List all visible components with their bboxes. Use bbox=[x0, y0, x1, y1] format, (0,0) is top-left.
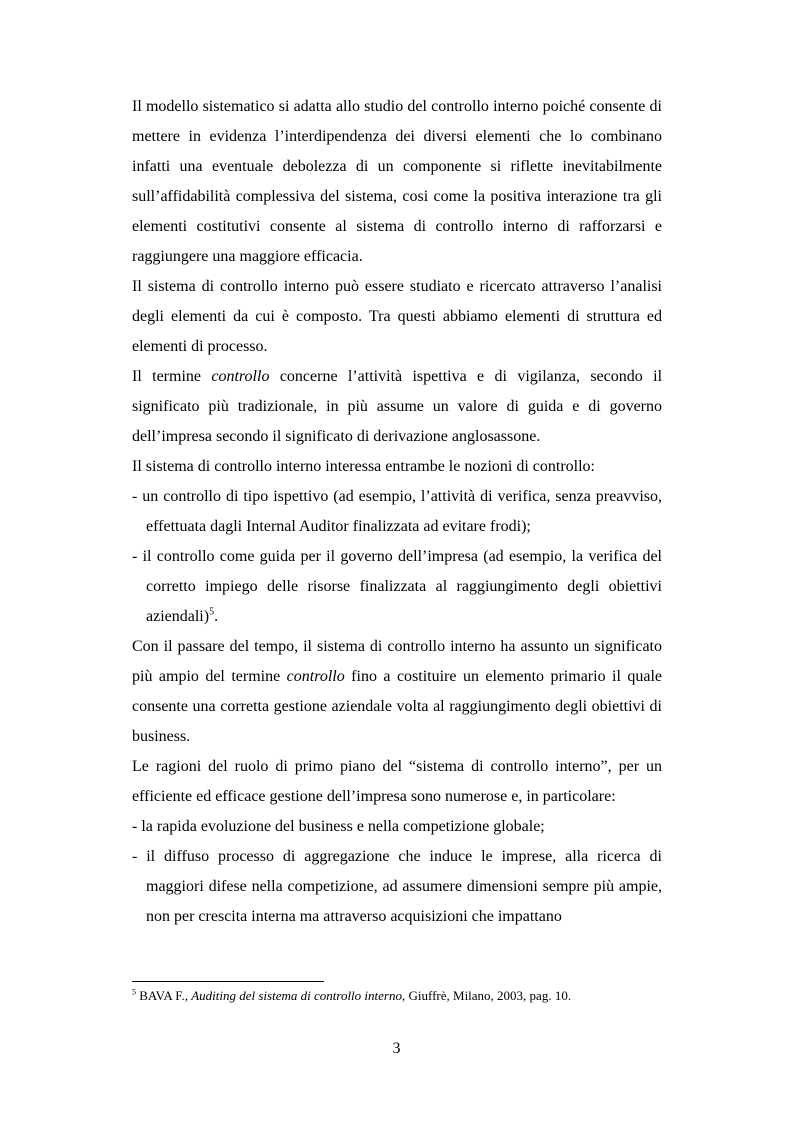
paragraph-5-end: fino a costituire un elemento primario il quale consente una corretta gestione aziendale volta al raggiungimento degli obiettivi di business. bbox=[132, 668, 663, 745]
footnote-divider bbox=[132, 981, 324, 982]
paragraph-2: Il sistema di controllo interno può essere studiato e ricercato attraverso l’analisi degli elementi da cui è composto. Tra questi abbiamo elementi di struttura ed elementi di processo. bbox=[132, 278, 662, 355]
paragraph-5 bbox=[132, 632, 662, 752]
page-number: 3 bbox=[392, 1040, 401, 1057]
footnote-number: 5 bbox=[132, 987, 136, 997]
bullet-2 bbox=[132, 542, 662, 632]
footnote-reference[interactable]: 5 bbox=[209, 606, 215, 618]
footnote-publisher: Giuffrè, Milano, 2003, pag. 10. bbox=[405, 988, 572, 1003]
paragraph-3 bbox=[132, 362, 662, 452]
paragraph-3-start: Il termine bbox=[132, 368, 212, 385]
bullet-4: - il diffuso processo di aggregazione che induce le imprese, alla ricerca di maggiori difese nella competizione, ad assumere dimensioni sempre più ampie, non per crescita interna ma attraverso acquisizioni che impattano bbox=[132, 848, 662, 925]
paragraph-5-start: Con il passare del tempo, il sistema di controllo interno ha assunto un significato più ampio del termine bbox=[132, 638, 662, 685]
footnote-author: BAVA F., bbox=[136, 988, 192, 1003]
bullet-3: - la rapida evoluzione del business e nella competizione globale; bbox=[132, 818, 545, 835]
bullet-2-end: . bbox=[214, 608, 219, 625]
bullet-1: - un controllo di tipo ispettivo (ad esempio, l’attività di verifica, senza preavviso, effettuata dagli Internal Auditor finalizzata ad evitare frodi); bbox=[132, 488, 662, 535]
paragraph-1: Il modello sistematico si adatta allo studio del controllo interno poiché consente di mettere in evidenza l’interdipendenza dei diversi elementi che lo combinano infatti una eventuale debolezza di un componente si riflette inevitabilmente sull’affidabilità complessiva del sistema, cosi come la positiva interazione tra gli elementi costitutivi consente al sistema di controllo interno di rafforzarsi e raggiungere una maggiore efficacia. bbox=[132, 98, 662, 265]
paragraph-6: Le ragioni del ruolo di primo piano del “sistema di controllo interno”, per un efficiente ed efficace gestione dell’impresa sono numerose e, in particolare: bbox=[132, 758, 662, 805]
footnote bbox=[132, 988, 692, 1004]
paragraph-3-end: concerne l’attività ispettiva e di vigilanza, secondo il significato più tradizionale, in più assume un valore di guida e di governo dell’impresa secondo il significato di derivazione anglosassone. bbox=[132, 368, 663, 445]
emphasis-controllo: controllo bbox=[211, 368, 270, 385]
emphasis-controllo-2: controllo bbox=[286, 668, 345, 685]
footnote-title: Auditing del sistema di controllo interno, bbox=[191, 988, 406, 1003]
bullet-2-text: - il controllo come guida per il governo dell’impresa (ad esempio, la verifica del corretto impiego delle risorse finalizzata al raggiungimento degli obiettivi aziendali) bbox=[132, 548, 662, 625]
body-text bbox=[132, 92, 662, 932]
paragraph-4: Il sistema di controllo interno interessa entrambe le nozioni di controllo: bbox=[132, 458, 595, 475]
